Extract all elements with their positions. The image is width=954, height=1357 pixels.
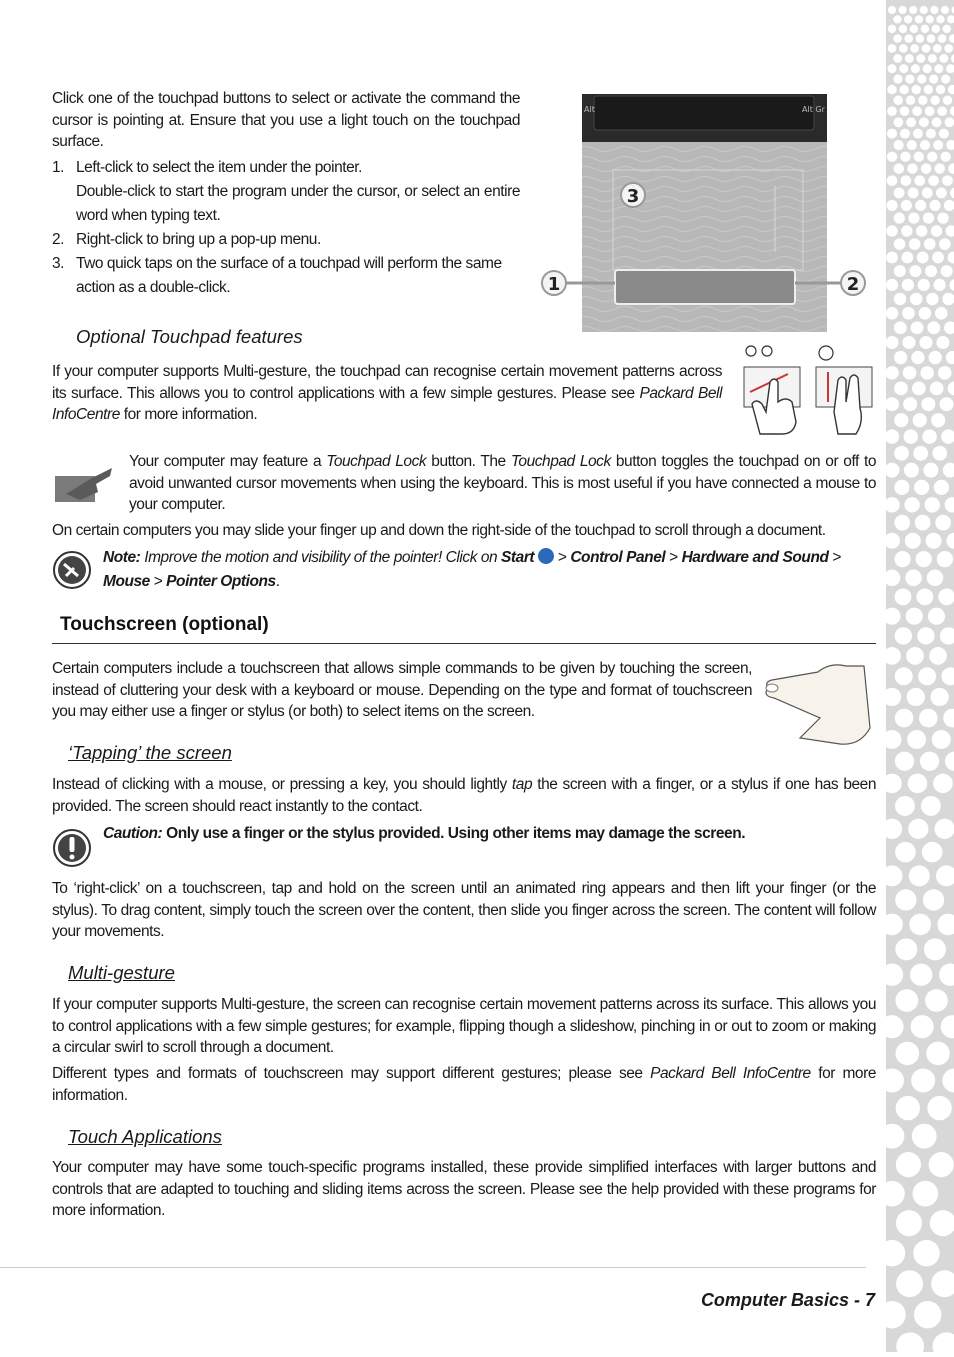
footer-rule [0,1267,866,1268]
touch-applications-heading: Touch Applications [68,1126,222,1147]
touch-applications-paragraph: Your computer may have some touch-specific programs installed, these provide simplified interfaces with larger buttons and controls that are adapted to touching and sliding items across the screen. Please see the help provided with these programs for more information. [52,1159,876,1219]
list-item [52,156,520,228]
multigesture-touchpad-paragraph: If your computer supports Multi-gesture, the touchpad can recognise certain movement patterns across its surface. This allows you to control applications with a few simple gestures. Please see Packard Bell InfoCentre for more information. [52,363,722,423]
touchpad-illustration [535,94,875,332]
page-footer: Computer Basics - 7 [700,1290,875,1310]
zoom-gesture-icon [744,346,800,434]
callout-2: 2 [846,274,860,295]
multi-gesture-paragraph-2: Different types and formats of touchscreen may support different gestures; please see Packard Bell InfoCentre for more information. [52,1065,876,1104]
list-item [52,252,520,300]
note-paragraph: Note: Improve the motion and visibility of the pointer! Click on Start > Control Panel > Hardware and Sound > Mouse > Pointer Options. [103,549,841,590]
callout-1: 1 [547,274,561,295]
decorative-dots-border [886,0,954,1352]
tapping-paragraph: Instead of clicking with a mouse, or pressing a key, you should lightly tap the screen with a finger, or a stylus if one has been provided. The screen should react instantly to the contact. [52,776,877,815]
key-altgr-label: Alt Gr [802,105,825,114]
touchscreen-heading: Touchscreen (optional) [60,614,269,635]
tapping-heading: ‘Tapping’ the screen [68,742,232,763]
optional-touchpad-heading: Optional Touchpad features [76,326,303,347]
list-item-text: Left-click to select the item under the pointer. [76,159,362,176]
multi-gesture-heading: Multi-gesture [68,962,175,983]
scroll-paragraph: On certain computers you may slide your finger up and down the right-side of the touchpad to scroll through a document. [52,522,826,539]
finger-touch-illustration [760,658,876,750]
section-rule [52,643,876,644]
list-item [52,228,520,252]
intro-paragraph: Click one of the touchpad buttons to select or activate the command the cursor is pointing at. Ensure that you use a light touch on the touchpad surface. [52,90,520,150]
list-item-number: 1. [52,159,65,176]
hand-pointing-icon [52,460,116,506]
list-item-number: 3. [52,255,65,272]
note-icon [52,550,92,590]
caution-icon [52,828,92,868]
touchpad-lock-paragraph: Your computer may feature a Touchpad Lock button. The Touchpad Lock button toggles the touchpad on or off to avoid unwanted cursor movements when using the keyboard. This is most useful if you have connected a mouse to your computer. [129,453,877,513]
list-item-number: 2. [52,231,65,248]
scroll-gesture-icon [816,346,872,434]
callout-3: 3 [626,186,640,207]
gesture-icons [742,342,876,438]
windows-start-icon [538,548,554,564]
caution-paragraph: Caution: Only use a finger or the stylus provided. Using other items may damage the screen. [103,825,746,842]
touchscreen-intro: Certain computers include a touchscreen that allows simple commands to be given by touching the screen, instead of cluttering your desk with a keyboard or mouse. Depending on the type and format of touchscreen you may either use a finger or stylus (or both) to select items on the screen. [52,660,752,720]
touchpad-button-list [52,156,520,300]
key-alt-label: Alt [584,105,595,114]
list-item-continuation: Double-click to start the program under the cursor, or select an entire word when typing text. [76,183,520,224]
multi-gesture-paragraph-1: If your computer supports Multi-gesture, the screen can recognise certain movement patterns across its surface. This allows you to control applications with a few simple gestures; for example, flipping though a slideshow, pinching in or out to zoom or making a circular swirl to scroll through a document. [52,996,876,1056]
list-item-text: Right-click to bring up a pop-up menu. [76,231,321,248]
list-item-text: Two quick taps on the surface of a touchpad will perform the same action as a double-click. [76,255,502,296]
right-click-paragraph: To ‘right-click’ on a touchscreen, tap and hold on the screen until an animated ring appears and then lift your finger (or the stylus). To drag content, simply touch the screen over the content, then slide you finger across the screen. The content will follow your movements. [52,880,876,940]
